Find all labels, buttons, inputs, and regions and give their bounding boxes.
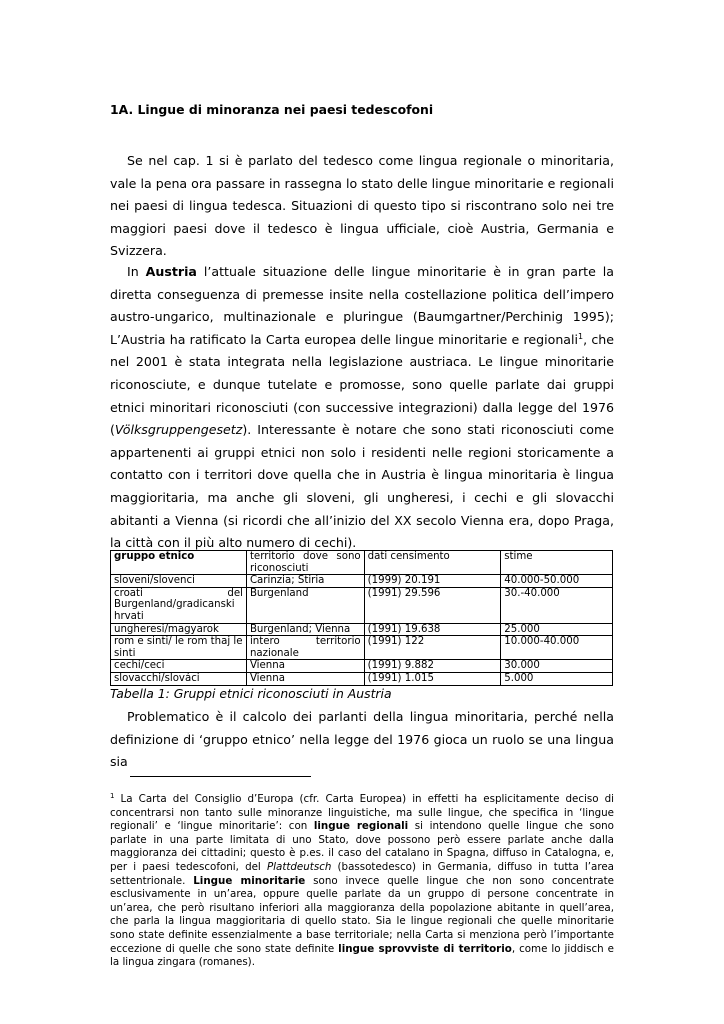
table-cell: Vienna	[246, 672, 364, 685]
table-row	[111, 636, 613, 660]
paragraph-austria	[110, 261, 614, 555]
table-row	[111, 660, 613, 673]
table-cell: (1991) 122	[364, 636, 501, 660]
table-row	[111, 623, 613, 636]
table-cell: rom e sinti/ le rom thaj le sinti	[111, 636, 247, 660]
paragraph-austria-text-c: l’attuale situazione delle lingue minoritarie è in gran parte la diretta conseguenza di premesse insite nella costellazione politica dell’impero austro-ungarico, multinazionale e pluringue (Baumgartner/Perchinig 1995); L’Austria ha ratificato la Carta europea delle lingue minoritarie e regionali	[110, 264, 615, 347]
law-name-italic: Völksgruppengesetz	[114, 422, 243, 438]
footnote-bold-term: Lingue minoritarie	[193, 874, 306, 887]
paragraph-intro: Se nel cap. 1 si è parlato del tedesco come lingua regionale o minoritaria, vale la pena ora passare in rassegna lo stato delle lingue minoritarie e regionali nei paesi di lingua tedesca. Situazioni di questo tipo si riscontrano solo nei tre maggiori paesi dove il tedesco è lingua ufficiale, cioè Austria, Germania e Svizzera.	[110, 153, 614, 259]
ethnic-groups-table	[110, 550, 613, 686]
table-cell: Vienna	[246, 660, 364, 673]
table-cell: slovacchi/slováci	[111, 672, 247, 685]
section-heading: 1A. Lingue di minoranza nei paesi tedescofoni	[110, 102, 434, 117]
table-cell: ungheresi/magyarok	[111, 623, 247, 636]
footnote-bold-term: lingue sprovviste di territorio	[338, 942, 512, 955]
footnote-italic-term: Plattdeutsch	[266, 860, 332, 873]
paragraph-austria-text-d: , che nel 2001 è stata integrata nella legislazione austriaca. Le lingue minoritarie riconosciute, e dunque tutelate e promosse, sono quelle parlate dai gruppi etnici minoritari riconosciuti (con successive integrazioni) dalla legge del 1976 (	[110, 331, 614, 438]
austria-bold: Austria	[145, 264, 197, 279]
table-cell: intero territorio nazionale	[246, 636, 364, 660]
footnote-text: (bassotedesco) in Germania, diffuso in tutta l’area settentrionale.	[110, 860, 614, 887]
table-cell: (1991) 19.638	[364, 623, 501, 636]
table-cell: Burgenland; Vienna	[246, 623, 364, 636]
table-cell: 30.-40.000	[501, 587, 613, 623]
table-cell: cechi/ceci	[111, 660, 247, 673]
table-cell: Carinzia; Stiria	[246, 575, 364, 588]
table-cell: 5.000	[501, 672, 613, 685]
footnote-number: 1	[110, 792, 115, 800]
footnote-text: , come lo jiddisch e la lingua zingara (romanes).	[110, 942, 614, 969]
footnote	[110, 793, 614, 970]
table-cell: (1991) 9.882	[364, 660, 501, 673]
footnote-text: La Carta del Consiglio d’Europa (cfr. Carta Europea) in effetti ha esplicitamente deciso di concentrarsi non tanto sulle minoranze linguistiche, ma sulle lingue, che specifica in ‘lingue regionali’ e ‘lingue minoritarie’: con	[110, 793, 614, 833]
footnote-text: si intendono quelle lingue che sono parlate in una parte limitata di uno Stato, dove possono però essere parlate anche dalla maggioranza dei cittadini; questo è p.es. il caso del catalano in Spagna, diffuso in Catalogna, e, per i paesi tedescofoni, del	[110, 820, 614, 873]
paragraph-austria-text-a: In	[127, 264, 146, 279]
table-cell: 25.000	[501, 623, 613, 636]
table-cell: 30.000	[501, 660, 613, 673]
table-cell: Burgenland	[246, 587, 364, 623]
table-header-cell: stime	[501, 551, 613, 575]
table-cell: (1991) 29.596	[364, 587, 501, 623]
table-cell: croati del Burgenland/gradicanski hrvati	[111, 587, 247, 623]
table-row	[111, 575, 613, 588]
footnote-bold-term: lingue regionali	[313, 820, 409, 833]
footnote-separator	[130, 776, 311, 777]
table-cell: 40.000-50.000	[501, 575, 613, 588]
table-row	[111, 587, 613, 623]
table-cell: 10.000-40.000	[501, 636, 613, 660]
table-cell: sloveni/slovenci	[111, 575, 247, 588]
table-row	[111, 672, 613, 685]
table-header-row	[111, 551, 613, 575]
table-cell: (1991) 1.015	[364, 672, 501, 685]
table-caption: Tabella 1: Gruppi etnici riconosciuti in Austria	[110, 686, 392, 701]
paragraph-austria-text-f: ). Interessante è notare che sono stati riconosciuti come appartenenti ai gruppi etnici non solo i residenti nelle regioni storicamente a contatto con i territori dove quella che in Austria è lingua minoritaria è lingua maggioritaria, ma anche gli sloveni, gli ungheresi, i cechi e gli slovacchi abitanti a Vienna (si ricordi che all’inizio del XX secolo Vienna era, dopo Praga, la città con il più alto numero di cechi).	[110, 422, 614, 551]
table-header-cell: territorio dove sono riconosciuti	[246, 551, 364, 575]
table-cell: (1999) 20.191	[364, 575, 501, 588]
table-header-cell: dati censimento	[364, 551, 501, 575]
paragraph-problem: Problematico è il calcolo dei parlanti della lingua minoritaria, perché nella definizione di ‘gruppo etnico’ nella legge del 1976 gioca un ruolo se una lingua sia	[110, 709, 614, 770]
table-header-cell: gruppo etnico	[111, 551, 247, 575]
footnote-reference[interactable]: 1	[578, 331, 584, 341]
footnote-text: sono invece quelle lingue che non sono concentrate esclusivamente in un’area, oppure quelle parlate da un gruppo di persone concentrate in un’area, che però risultano inferiori alla maggioranza della popolazione abitante in quell’area, che parla la lingua maggioritaria di quello stato. Sia le lingue regionali che quelle minoritarie sono state definite essenzialmente a base territoriale; nella Carta si menziona però l’importante eccezione di quelle che sono state definite	[110, 874, 614, 955]
